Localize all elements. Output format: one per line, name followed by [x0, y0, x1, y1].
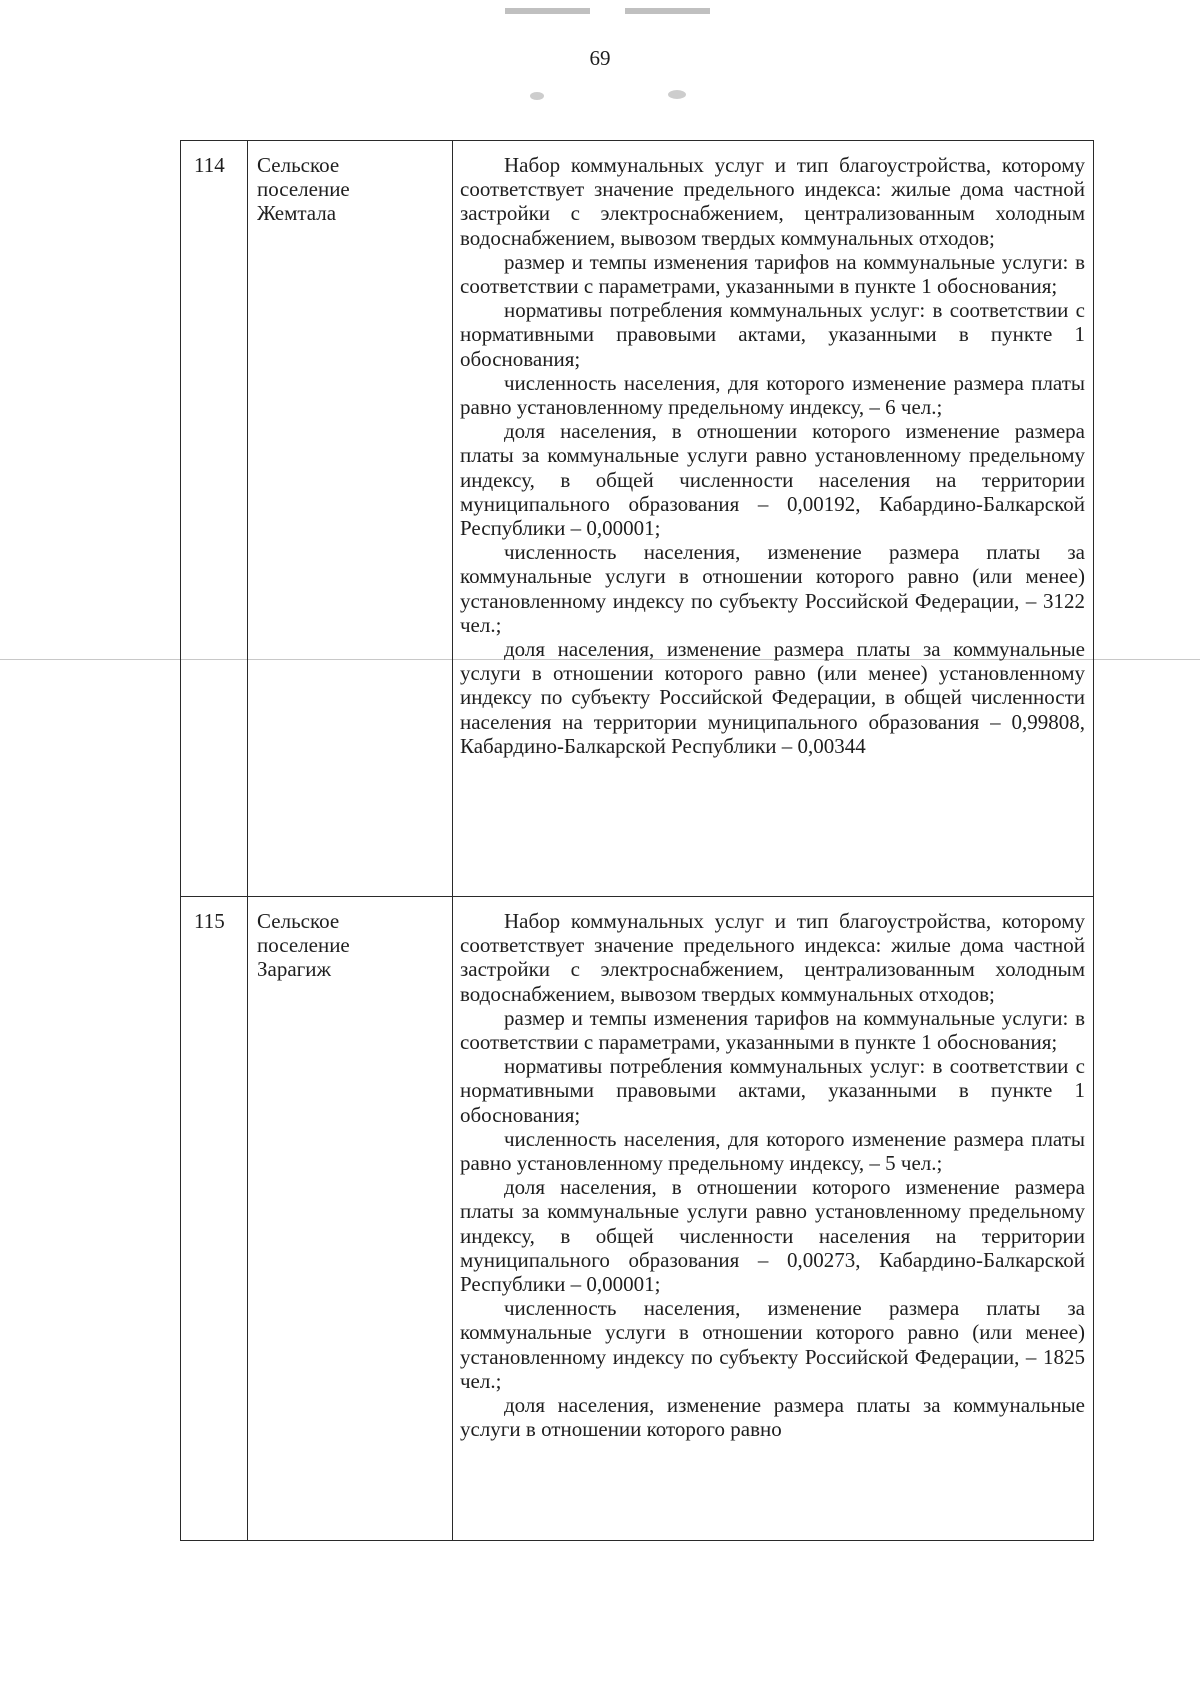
settlement-name-line: Сельское	[257, 909, 340, 933]
description-cell	[453, 897, 1094, 1541]
settlement-name-line: поселение	[257, 933, 350, 958]
paragraph: доля населения, в отношении которого изменение размера платы за коммунальные услуги равно установленному предельному индексу, в общей численности населения на территории муниципального образования – 0,00192, Кабардино-Балкарской Республики – 0,00001;	[460, 419, 1085, 541]
settlement-name	[248, 141, 453, 897]
paragraph: размер и темпы изменения тарифов на коммунальные услуги: в соответствии с параметрами, указанными в пункте 1 обоснования;	[460, 249, 1085, 299]
row-number: 114	[181, 141, 248, 897]
settlement-name	[248, 897, 453, 1541]
paragraph: численность населения, для которого изменение размера платы равно установленному предельному индексу, – 6 чел.;	[460, 370, 1085, 420]
scan-artifact	[505, 8, 590, 14]
paragraph: Набор коммунальных услуг и тип благоустройства, которому соответствует значение предельного индекса: жилые дома частной застройки с электроснабжением, централизованным холодным водоснабжением, вывозом твердых коммунальных отходов;	[460, 153, 1085, 250]
paragraph: численность населения, изменение размера платы за коммунальные услуги в отношении которого равно (или менее) установленному индексу по субъекту Российской Федерации, – 1825 чел.;	[460, 1296, 1085, 1393]
settlement-name-line: Жемтала	[257, 201, 337, 226]
paragraph: численность населения, изменение размера платы за коммунальные услуги в отношении которого равно (или менее) установленному индексу по субъекту Российской Федерации, – 3122 чел.;	[460, 540, 1085, 637]
paragraph: нормативы потребления коммунальных услуг: в соответствии с нормативными правовыми актами, указанными в пункте 1 обоснования;	[460, 298, 1085, 371]
page-number: 69	[589, 46, 611, 70]
paragraph: доля населения, изменение размера платы за коммунальные услуги в отношении которого равно	[460, 1393, 1085, 1442]
scan-artifact	[625, 8, 710, 14]
document-table	[180, 140, 1094, 1541]
paragraph: численность населения, для которого изменение размера платы равно установленному предельному индексу, – 5 чел.;	[460, 1126, 1085, 1176]
paragraph: нормативы потребления коммунальных услуг: в соответствии с нормативными правовыми актами, указанными в пункте 1 обоснования;	[460, 1054, 1085, 1127]
settlement-name-line: Сельское	[257, 153, 340, 177]
description-cell	[453, 141, 1094, 897]
paragraph: доля населения, в отношении которого изменение размера платы за коммунальные услуги равно установленному предельному индексу, в общей численности населения на территории муниципального образования – 0,00273, Кабардино-Балкарской Республики – 0,00001;	[460, 1175, 1085, 1297]
table-row	[181, 897, 1094, 1541]
scan-artifact	[530, 92, 544, 100]
paragraph: доля населения, изменение размера платы за коммунальные услуги в отношении которого равно (или менее) установленному индексу по субъекту Российской Федерации, в общей численности населения на территории муниципального образования – 0,99808, Кабардино-Балкарской Республики – 0,00344	[460, 637, 1085, 758]
table-row	[181, 141, 1094, 897]
row-number: 115	[181, 897, 248, 1541]
settlement-name-line: поселение	[257, 177, 350, 202]
settlement-name-line: Зарагиж	[257, 957, 332, 982]
paragraph: размер и темпы изменения тарифов на коммунальные услуги: в соответствии с параметрами, указанными в пункте 1 обоснования;	[460, 1005, 1085, 1055]
scan-artifact	[668, 90, 686, 99]
paragraph: Набор коммунальных услуг и тип благоустройства, которому соответствует значение предельного индекса: жилые дома частной застройки с электроснабжением, централизованным холодным водоснабжением, вывозом твердых коммунальных отходов;	[460, 909, 1085, 1006]
